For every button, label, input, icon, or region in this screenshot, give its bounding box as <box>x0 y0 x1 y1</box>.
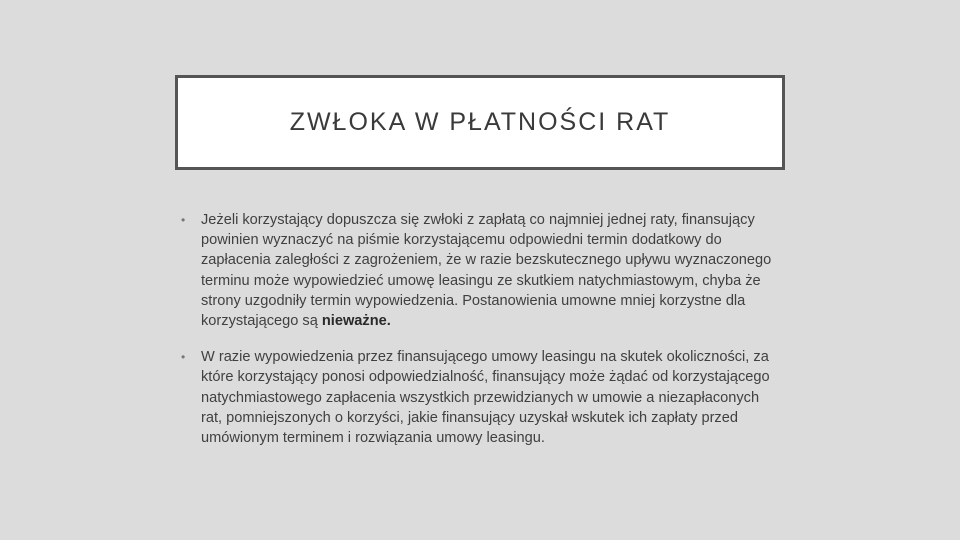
bullet-item <box>178 210 778 331</box>
bullet-body: Jeżeli korzystający dopuszcza się zwłoki z zapłatą co najmniej jednej raty, finansujący powinien wyznaczyć na piśmie korzystającemu odpowiedni termin dodatkowy do zapłacenia zaległości z zagrożeniem, że w razie bezskutecznego upływu wyznaczonego terminu może wypowiedzieć umowę leasingu ze skutkiem natychmiastowym, chyba że strony uzgodniły termin wypowiedzenia. Postanowienia umowne mniej korzystne dla korzystającego są <box>201 212 772 330</box>
bullet-body: W razie wypowiedzenia przez finansującego umowy leasingu na skutek okoliczności, za które korzystający ponosi odpowiedzialność, finansujący może żądać od korzystającego natychmiastowego zapłacenia wszystkich przewidzianych w umowie a niezapłaconych rat, pomniejszonych o korzyści, jakie finansujący uzyskał wskutek ich zapłaty przed umówionym terminem i rozwiązania umowy leasingu. <box>201 349 770 447</box>
bullet-item <box>178 347 778 448</box>
bullet-text <box>201 212 771 329</box>
bullet-dot-icon: • <box>181 213 186 227</box>
bullet-text <box>201 349 770 446</box>
bullet-emphasis: nieważne. <box>321 313 391 330</box>
slide-title: ZWŁOKA W PŁATNOŚCI RAT <box>289 108 671 136</box>
bullet-list <box>178 210 778 464</box>
title-box <box>175 75 785 170</box>
bullet-dot-icon: • <box>181 350 186 365</box>
